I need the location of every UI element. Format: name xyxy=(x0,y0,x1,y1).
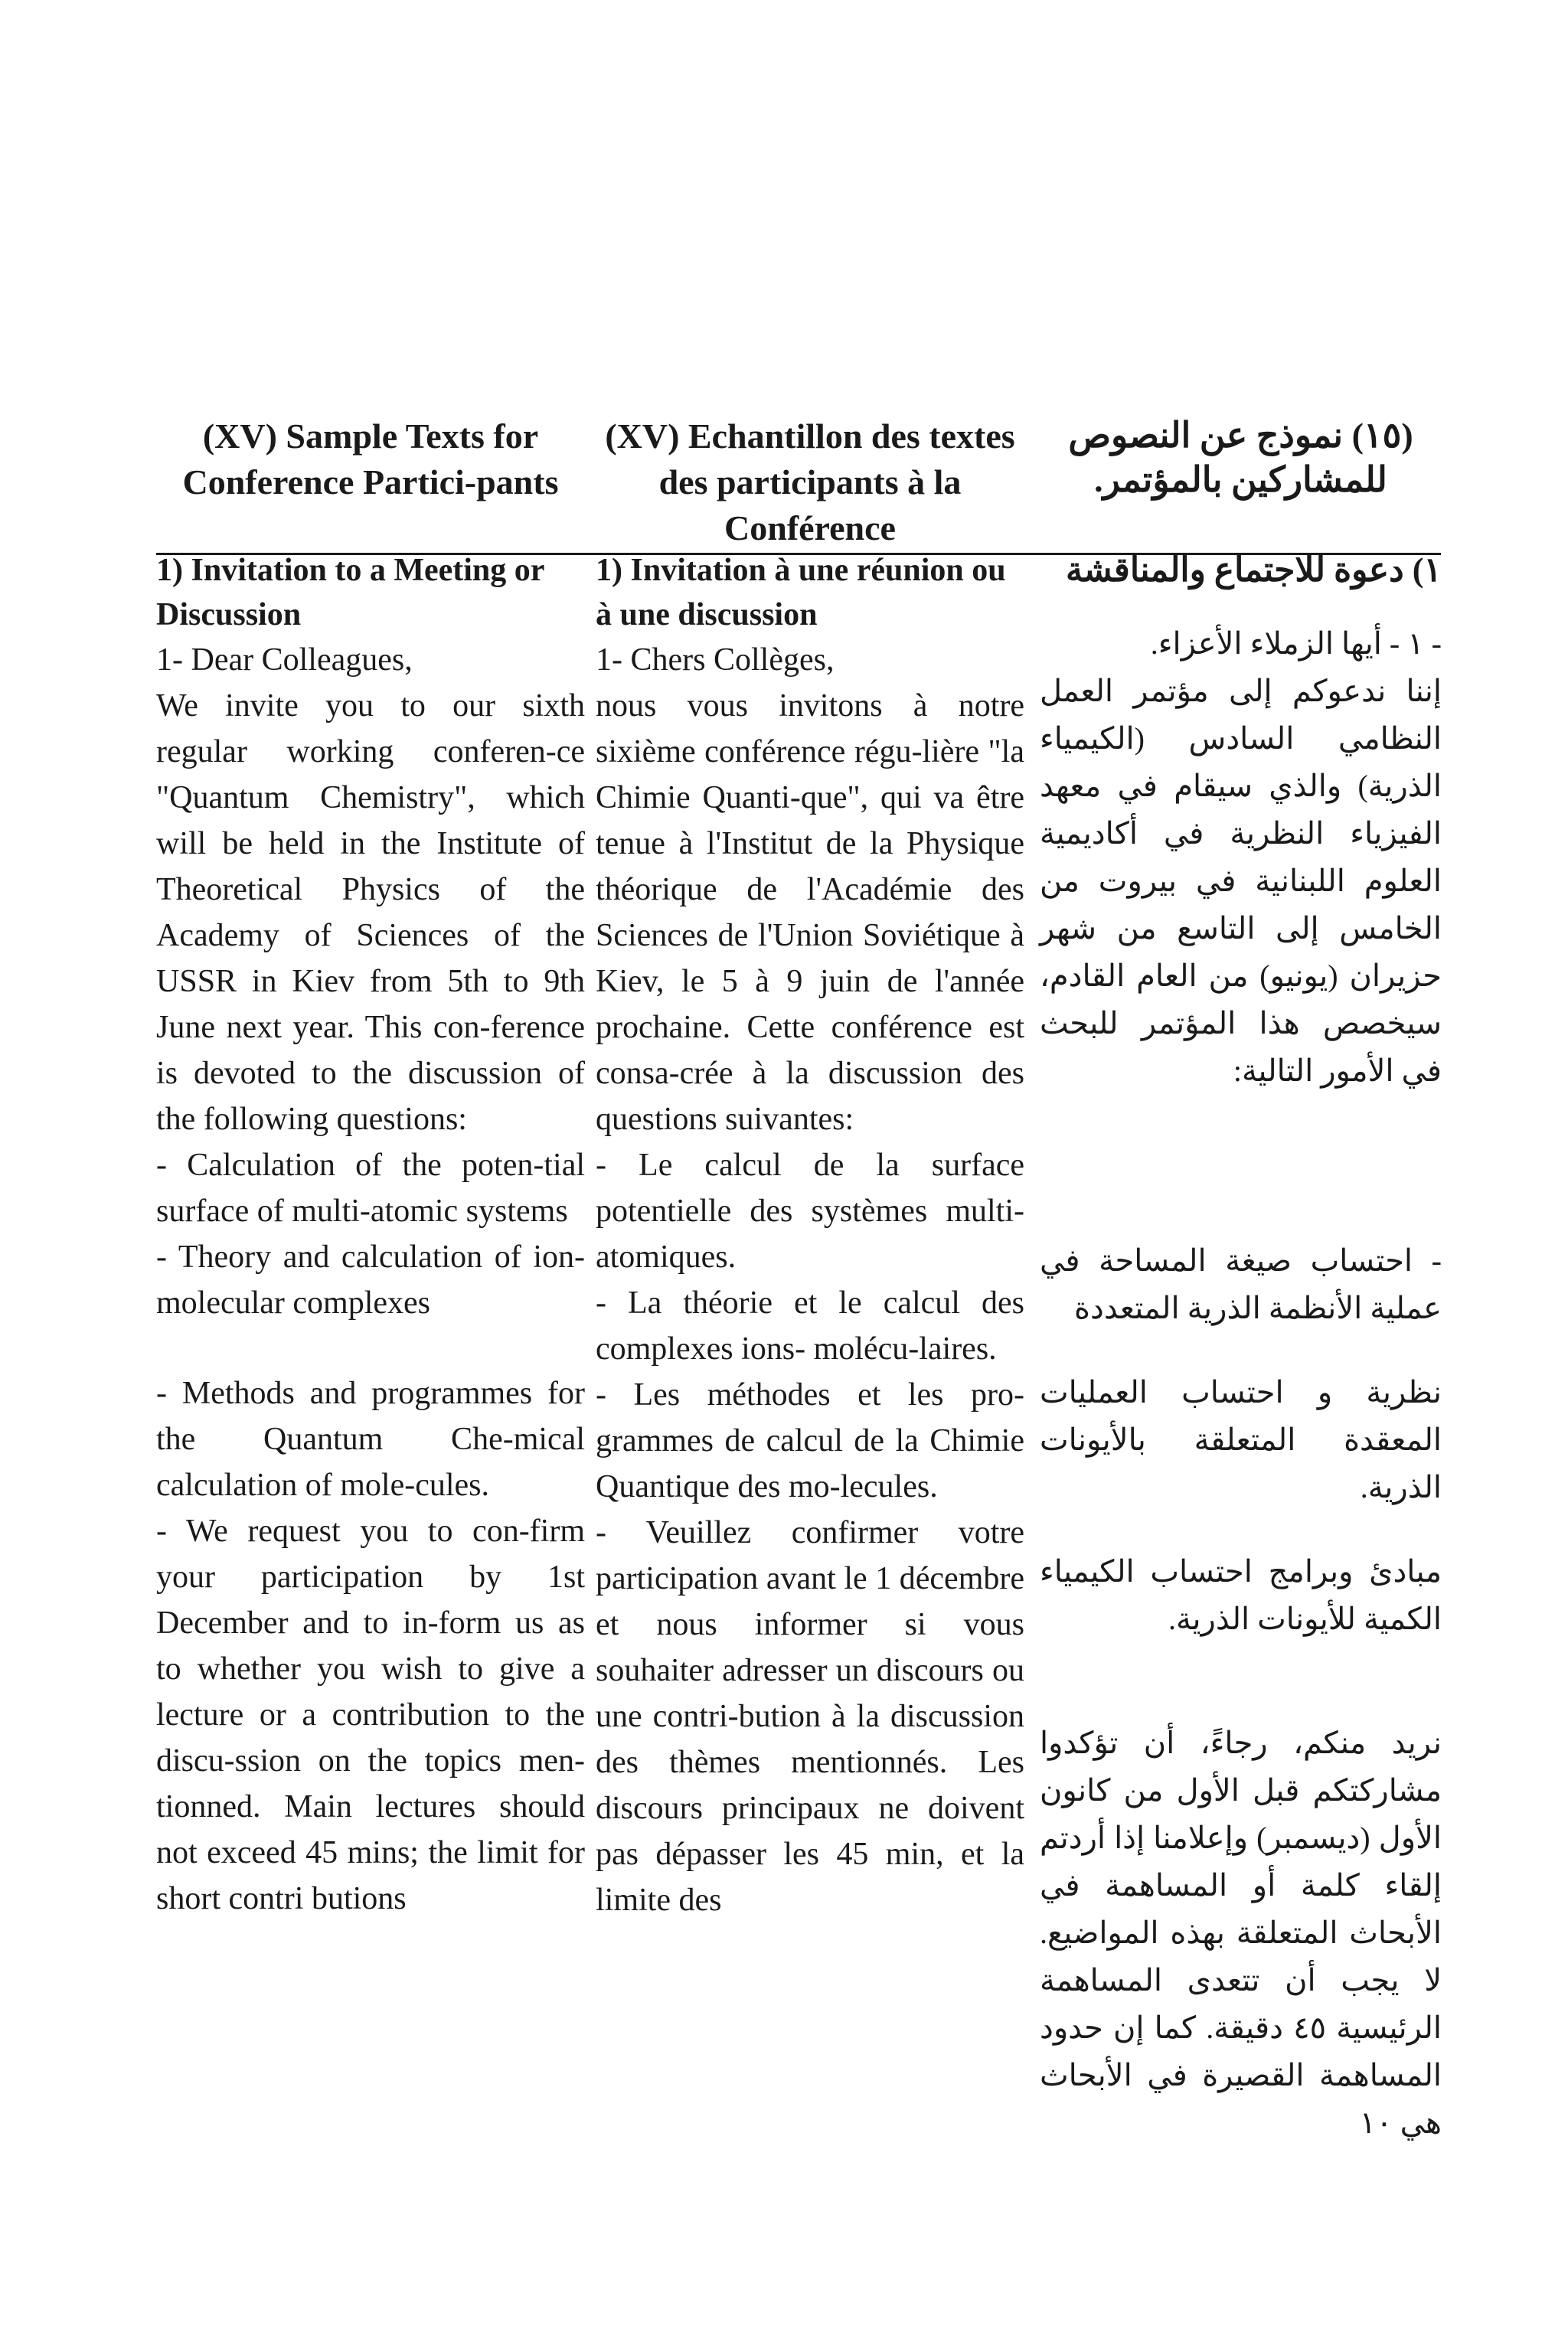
english-heading: 1) Invitation to a Meeting or Discussion xyxy=(156,553,544,632)
english-item-3: - Methods and programmes for the Quantum Che-mical calculation of mole-cules. xyxy=(156,1376,585,1503)
arabic-item-1: - احتساب صيغة المساحة في عملية الأنظمة الذرية المتعددة xyxy=(1040,1243,1442,1325)
french-request: - Veuillez confirmer votre participation avant le 1 décembre et nous informer si vous souhaiter adresser un discours ou une contri-bution à la discussion des thèmes mentionnés. Les discours principaux ne doivent pas dépasser les 45 min, et la limite des xyxy=(596,1515,1024,1918)
arabic-column xyxy=(1040,413,1442,2147)
french-heading: 1) Invitation à une réunion ou à une discussion xyxy=(596,553,1006,632)
french-item-3: - Les méthodes et les pro-grammes de calcul de la Chimie Quantique des mo-lecules. xyxy=(596,1377,1024,1504)
english-item-1: - Calculation of the poten-tial surface of multi-atomic systems xyxy=(156,1148,585,1229)
arabic-body: إننا ندعوكم إلى مؤتمر العمل النظامي السادس (الكيمياء الذرية) والذي سيقام في معهد الفيزياء النظرية في أكاديمية العلوم اللبنانية في بيروت من الخامس إلى التاسع من شهر حزيران (يونيو) من العام القادم، سيخصص هذا المؤتمر للبحث في الأمور التالية: xyxy=(1040,674,1442,1088)
arabic-request: نريد منكم، رجاءً، أن تؤكدوا مشاركتكم قبل الأول من كانون الأول (ديسمبر) وإعلامنا إذا أردتم إلقاء كلمة أو المساهمة في الأبحاث المتعلقة بهذه المواضيع. لا يجب أن تتعدى المساهمة الرئيسية ٤٥ دقيقة. كما إن حدود المساهمة القصيرة في الأبحاث هي ١٠ xyxy=(1040,1726,1442,2140)
french-column xyxy=(596,413,1024,1923)
french-title: (XV) Echantillon des textes des participants à la Conférence xyxy=(605,416,1015,547)
english-item-2: - Theory and calculation of ion-molecular complexes xyxy=(156,1240,585,1321)
arabic-heading: ١) دعوة للاجتماع والمناقشة xyxy=(1065,551,1442,589)
arabic-title: (١٥) نموذج عن النصوص للمشاركين بالمؤتمر. xyxy=(1068,416,1413,499)
french-item-2: - La théorie et le calcul des complexes ions- molécu-laires. xyxy=(596,1285,1024,1367)
arabic-item-2: نظرية و احتساب العمليات المعقدة المتعلقة بالأيونات الذرية. xyxy=(1040,1375,1442,1504)
english-request: - We request you to con-firm your participation by 1st December and to in-form us as to whether you wish to give a lecture or a contribution to the discu-ssion on the topics men-tionned. Main lectures should not exceed 45 mins; the limit for short contri butions xyxy=(156,1514,585,1916)
french-body: nous vous invitons à notre sixième conférence régu-lière "la Chimie Quanti-que", qui va être tenue à l'Institut de la Physique théorique de l'Académie des Sciences de l'Union Soviétique à Kiev, le 5 à 9 juin de l'année prochaine. Cette conférence est consa-crée à la discussion des questions suivantes: xyxy=(596,688,1024,1137)
arabic-greeting: - ١ - أيها الزملاء الأعزاء. xyxy=(1150,626,1442,661)
french-greeting: 1- Chers Collèges, xyxy=(596,642,835,678)
english-column xyxy=(156,413,585,1922)
english-body: We invite you to our sixth regular working conferen-ce "Quantum Chemistry", which will be held in the Institute of Theoretical Physics of the Academy of Sciences of the USSR in Kiev from 5th to 9th June next year. This con-ference is devoted to the discussion of the following questions: xyxy=(156,688,585,1137)
english-greeting: 1- Dear Colleagues, xyxy=(156,642,413,678)
french-item-1: - Le calcul de la surface potentielle des systèmes multi-atomiques. xyxy=(596,1148,1024,1275)
arabic-item-3: مبادئ وبرامج احتساب الكيمياء الكمية للأيونات الذرية. xyxy=(1040,1554,1442,1636)
english-title: (XV) Sample Texts for Conference Partici-pants xyxy=(182,416,559,501)
